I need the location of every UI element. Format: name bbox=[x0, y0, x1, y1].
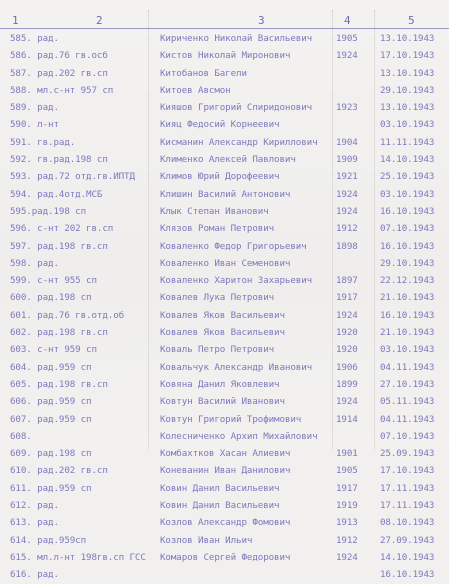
birth-year: 1924 bbox=[336, 205, 358, 217]
record-number: 588. мл.с-нт 957 сп bbox=[10, 84, 114, 96]
table-row bbox=[0, 428, 449, 445]
birth-year: 1924 bbox=[336, 309, 358, 321]
person-name: Ковальчук Александр Иванович bbox=[160, 361, 313, 373]
birth-year: 1912 bbox=[336, 223, 358, 235]
person-name: Кистов Николай Миронович bbox=[160, 50, 291, 62]
date-of-death: 03.10.1943 bbox=[380, 188, 435, 200]
birth-year: 1904 bbox=[336, 136, 358, 148]
table-row bbox=[0, 566, 449, 583]
person-name: Кисманин Александр Кириллович bbox=[160, 136, 318, 148]
record-number: 594. рад.4отд.МСБ bbox=[10, 188, 103, 200]
person-name: Ковалев Яков Васильевич bbox=[160, 309, 285, 321]
birth-year: 1920 bbox=[336, 327, 358, 339]
record-number: 602. рад.198 гв.сп bbox=[10, 327, 108, 339]
date-of-death: 27.10.1943 bbox=[380, 378, 435, 390]
header-col-2: 2 bbox=[96, 14, 103, 27]
date-of-death: 04.11.1943 bbox=[380, 413, 435, 425]
record-number: 590. л-нт bbox=[10, 119, 59, 131]
record-number: 608. bbox=[10, 430, 32, 442]
person-name: Ковин Данил Васильевич bbox=[160, 500, 280, 512]
birth-year: 1901 bbox=[336, 448, 358, 460]
record-number: 612. рад. bbox=[10, 500, 59, 512]
record-number: 609. рад.198 сп bbox=[10, 448, 92, 460]
record-number: 615. мл.л-нт 198гв.сп ГСС bbox=[10, 551, 146, 563]
date-of-death: 05.11.1943 bbox=[380, 396, 435, 408]
person-name: Климов Юрий Дорофеевич bbox=[160, 171, 280, 183]
person-name: Козлов Иван Ильич bbox=[160, 534, 253, 546]
birth-year: 1898 bbox=[336, 240, 358, 252]
date-of-death: 03.10.1943 bbox=[380, 344, 435, 356]
table-header bbox=[0, 14, 449, 28]
record-number: 591. гв.рад. bbox=[10, 136, 76, 148]
person-name: Ковалев Лука Петрович bbox=[160, 292, 275, 304]
person-name: Китоев Авсмон bbox=[160, 84, 231, 96]
record-number: 600. рад.198 сп bbox=[10, 292, 92, 304]
table-row bbox=[0, 549, 449, 566]
person-name: Коваленко Харитон Захарьевич bbox=[160, 275, 313, 287]
record-number: 610. рад.202 гв.сп bbox=[10, 465, 108, 477]
date-of-death: 17.11.1943 bbox=[380, 482, 435, 494]
person-name: Кияц Федосий Корнеевич bbox=[160, 119, 280, 131]
person-name: Ковалев Яков Васильевич bbox=[160, 327, 285, 339]
table-row bbox=[0, 324, 449, 341]
birth-year: 1913 bbox=[336, 517, 358, 529]
person-name: Коневанин Иван Данилович bbox=[160, 465, 291, 477]
birth-year: 1923 bbox=[336, 102, 358, 114]
date-of-death: 17.10.1943 bbox=[380, 50, 435, 62]
record-number: 601. рад.76 гв.отд.об bbox=[10, 309, 125, 321]
table-row bbox=[0, 116, 449, 133]
person-name: Коваль Петро Петрович bbox=[160, 344, 275, 356]
table-row bbox=[0, 238, 449, 255]
date-of-death: 08.10.1943 bbox=[380, 517, 435, 529]
date-of-death: 25.10.1943 bbox=[380, 171, 435, 183]
date-of-death: 14.10.1943 bbox=[380, 551, 435, 563]
record-number: 596. с-нт 202 гв.сп bbox=[10, 223, 114, 235]
birth-year: 1914 bbox=[336, 413, 358, 425]
table-row bbox=[0, 82, 449, 99]
table-row bbox=[0, 134, 449, 151]
birth-year: 1909 bbox=[336, 154, 358, 166]
table-row bbox=[0, 186, 449, 203]
table-row bbox=[0, 497, 449, 514]
table-row bbox=[0, 411, 449, 428]
record-number: 613. рад. bbox=[10, 517, 59, 529]
date-of-death: 21.10.1943 bbox=[380, 327, 435, 339]
table-row bbox=[0, 272, 449, 289]
header-col-4: 4 bbox=[344, 14, 351, 27]
birth-year: 1924 bbox=[336, 551, 358, 563]
date-of-death: 13.10.1943 bbox=[380, 67, 435, 79]
person-name: Клык Степан Иванович bbox=[160, 205, 269, 217]
date-of-death: 16.10.1943 bbox=[380, 569, 435, 581]
person-name: Ковтун Григорий Трофимович bbox=[160, 413, 302, 425]
person-name: Клязов Роман Петрович bbox=[160, 223, 275, 235]
person-name: Ковин Данил Васильевич bbox=[160, 482, 280, 494]
records-table bbox=[0, 30, 449, 584]
person-name: Комаров Сергей Федорович bbox=[160, 551, 291, 563]
birth-year: 1917 bbox=[336, 292, 358, 304]
table-row bbox=[0, 30, 449, 47]
record-number: 587. рад.202 гв.сп bbox=[10, 67, 108, 79]
person-name: Коваленко Иван Семенович bbox=[160, 257, 291, 269]
date-of-death: 13.10.1943 bbox=[380, 102, 435, 114]
table-row bbox=[0, 289, 449, 306]
person-name: Козлов Александр Фомович bbox=[160, 517, 291, 529]
record-number: 597. рад.198 гв.сп bbox=[10, 240, 108, 252]
person-name: Ковтун Василий Иванович bbox=[160, 396, 285, 408]
record-number: 593. рад.72 отд.гв.ИПТД bbox=[10, 171, 135, 183]
person-name: Коваленко Федор Григорьевич bbox=[160, 240, 307, 252]
record-number: 586. рад.76 гв.осб bbox=[10, 50, 108, 62]
person-name: Комбахтков Хасан Алиевич bbox=[160, 448, 291, 460]
table-row bbox=[0, 359, 449, 376]
birth-year: 1905 bbox=[336, 33, 358, 44]
birth-year: 1917 bbox=[336, 482, 358, 494]
table-row bbox=[0, 393, 449, 410]
birth-year: 1899 bbox=[336, 378, 358, 390]
birth-year: 1921 bbox=[336, 171, 358, 183]
table-row bbox=[0, 532, 449, 549]
birth-year: 1920 bbox=[336, 344, 358, 356]
birth-year: 1924 bbox=[336, 396, 358, 408]
header-col-3: 3 bbox=[258, 14, 265, 27]
birth-year: 1919 bbox=[336, 500, 358, 512]
table-row bbox=[0, 203, 449, 220]
table-row bbox=[0, 99, 449, 116]
date-of-death: 14.10.1943 bbox=[380, 154, 435, 166]
date-of-death: 16.10.1943 bbox=[380, 240, 435, 252]
record-number: 607. рад.959 сп bbox=[10, 413, 92, 425]
table-row bbox=[0, 307, 449, 324]
person-name: Клименко Алексей Павлович bbox=[160, 154, 296, 166]
record-number: 604. рад.959 сп bbox=[10, 361, 92, 373]
record-number: 603. с-нт 959 сп bbox=[10, 344, 97, 356]
record-number: 606. рад.959 сп bbox=[10, 396, 92, 408]
record-number: 599. с-нт 955 сп bbox=[10, 275, 97, 287]
date-of-death: 16.10.1943 bbox=[380, 309, 435, 321]
person-name: Кияшов Григорий Спиридонович bbox=[160, 102, 313, 114]
birth-year: 1924 bbox=[336, 50, 358, 62]
date-of-death: 17.10.1943 bbox=[380, 465, 435, 477]
record-number: 598. рад. bbox=[10, 257, 59, 269]
table-row bbox=[0, 255, 449, 272]
table-row bbox=[0, 376, 449, 393]
date-of-death: 25.09.1943 bbox=[380, 448, 435, 460]
date-of-death: 27.09.1943 bbox=[380, 534, 435, 546]
record-number: 611. рад.959 сп bbox=[10, 482, 92, 494]
date-of-death: 13.10.1943 bbox=[380, 33, 435, 44]
date-of-death: 07.10.1943 bbox=[380, 430, 435, 442]
person-name: Китобанов Багели bbox=[160, 67, 247, 79]
table-row bbox=[0, 462, 449, 479]
date-of-death: 29.10.1943 bbox=[380, 257, 435, 269]
record-number: 589. рад. bbox=[10, 102, 59, 114]
date-of-death: 22.12.1943 bbox=[380, 275, 435, 287]
table-row bbox=[0, 480, 449, 497]
record-number: 614. рад.959сп bbox=[10, 534, 87, 546]
date-of-death: 29.10.1943 bbox=[380, 84, 435, 96]
header-col-1: 1 bbox=[12, 14, 19, 27]
record-number: 605. рад.198 гв.сп bbox=[10, 378, 108, 390]
record-number: 616. рад. bbox=[10, 569, 59, 581]
record-number: 585. рад. bbox=[10, 33, 59, 44]
date-of-death: 07.10.1943 bbox=[380, 223, 435, 235]
birth-year: 1905 bbox=[336, 465, 358, 477]
table-row bbox=[0, 514, 449, 531]
birth-year: 1924 bbox=[336, 188, 358, 200]
date-of-death: 21.10.1943 bbox=[380, 292, 435, 304]
table-row bbox=[0, 65, 449, 82]
person-name: Кириченко Николай Васильевич bbox=[160, 33, 313, 44]
birth-year: 1906 bbox=[336, 361, 358, 373]
person-name: Ковяна Данил Яковлевич bbox=[160, 378, 280, 390]
person-name: Колесниченко Архип Михайлович bbox=[160, 430, 318, 442]
header-rule bbox=[0, 28, 449, 29]
table-row bbox=[0, 445, 449, 462]
record-number: 595.рад.198 сп bbox=[10, 205, 87, 217]
table-row bbox=[0, 341, 449, 358]
birth-year: 1897 bbox=[336, 275, 358, 287]
table-row bbox=[0, 220, 449, 237]
date-of-death: 17.11.1943 bbox=[380, 500, 435, 512]
table-row bbox=[0, 151, 449, 168]
person-name: Клишин Василий Антонович bbox=[160, 188, 291, 200]
table-row bbox=[0, 168, 449, 185]
date-of-death: 11.11.1943 bbox=[380, 136, 435, 148]
table-row bbox=[0, 47, 449, 64]
date-of-death: 03.10.1943 bbox=[380, 119, 435, 131]
date-of-death: 04.11.1943 bbox=[380, 361, 435, 373]
header-col-5: 5 bbox=[408, 14, 415, 27]
record-number: 592. гв.рад.198 сп bbox=[10, 154, 108, 166]
date-of-death: 16.10.1943 bbox=[380, 205, 435, 217]
birth-year: 1912 bbox=[336, 534, 358, 546]
